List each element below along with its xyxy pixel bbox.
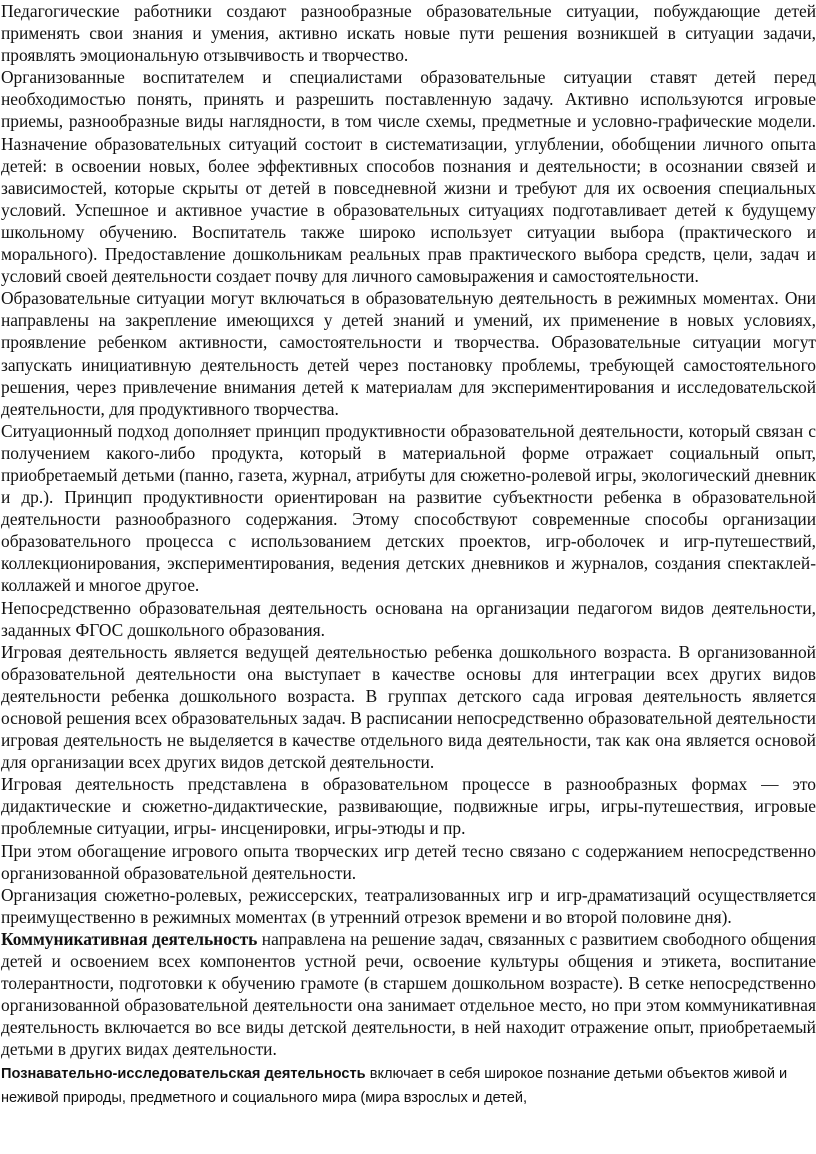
paragraph-11 [0, 1062, 816, 1110]
paragraph-text: Игровая деятельность представлена в образовательном процессе в разнообразных формах — это дидактические и сюжетно-дидактические, развивающие, подвижные игры, игры-путешествия, игровые проблемные ситуации, игры- инсценировки, игры-этюды и пр. [1, 774, 816, 839]
paragraph-7 [0, 773, 816, 839]
paragraph-2 [0, 66, 816, 287]
paragraph-text: Организация сюжетно-ролевых, режиссерских, театрализованных игр и игр-драматизаций осуществляется преимущественно в режимных моментах (в утренний отрезок времени и во второй половине дня). [1, 884, 816, 927]
paragraph-text: При этом обогащение игрового опыта творческих игр детей тесно связано с содержанием непосредственно организованной образовательной деятельности. [1, 840, 816, 883]
paragraph-3 [0, 287, 816, 420]
paragraph-8 [0, 840, 816, 884]
paragraph-bold-term: Познавательно-исследовательская деятельность [1, 1065, 366, 1082]
paragraph-text: включает в себя широкое познание детьми объектов живой и неживой природы, предметного и социального мира (мира взрослых и детей, [1, 1065, 788, 1106]
paragraph-6 [0, 641, 816, 774]
paragraph-10 [0, 928, 816, 1061]
paragraph-text: Педагогические работники создают разнообразные образовательные ситуации, побуждающие детей применять свои знания и умения, активно искать новые пути решения возникшей в ситуации задачи, проявлять эмоциональную отзывчивость и творчество. [1, 1, 816, 66]
paragraph-9 [0, 884, 816, 928]
paragraph-text: Организованные воспитателем и специалистами образовательные ситуации ставят детей перед необходимостью понять, принять и разрешить поставленную задачу. Активно используются игровые приемы, разнообразные виды наглядности, в том числе схемы, предметные и условно-графические модели. Назначение образовательных ситуаций состоит в систематизации, углублении, обобщении личного опыта детей: в освоении новых, более эффективных способов познания и деятельности; в осознании связей и зависимостей, которые скрыты от детей в повседневной жизни и требуют для их освоения специальных условий. Успешное и активное участие в образовательных ситуациях подготавливает детей к будущему школьному обучению. Воспитатель также широко использует ситуации выбора (практического и морального). Предоставление дошкольникам реальных прав практического выбора средств, цели, задач и условий своей деятельности создает почву для личного самовыражения и самостоятельности. [1, 67, 816, 287]
paragraph-1 [0, 0, 816, 66]
paragraph-text: Игровая деятельность является ведущей деятельностью ребенка дошкольного возраста. В организованной образовательной деятельности она выступает в качестве основы для интеграции всех других видов деятельности ребенка дошкольного возраста. В группах детского сада игровая деятельность является основой решения всех образовательных задач. В расписании непосредственно образовательной деятельности игровая деятельность не выделяется в качестве отдельного вида деятельности, так как она является основой для организации всех других видов детской деятельности. [1, 641, 816, 773]
paragraph-text: Ситуационный подход дополняет принцип продуктивности образовательной деятельности, который связан с получением какого-либо продукта, который в материальной форме отражает социальный опыт, приобретаемый детьми (панно, газета, журнал, атрибуты для сюжетно-ролевой игры, экологический дневник и др.). Принцип продуктивности ориентирован на развитие субъектности ребенка в образовательной деятельности разнообразного содержания. Этому способствуют современные способы организации образовательного процесса с использованием детских проектов, игр-оболочек и игр-путешествий, коллекционирования, экспериментирования, ведения детских дневников и журналов, создания спектаклей-коллажей и многое другое. [1, 420, 816, 596]
paragraph-4 [0, 420, 816, 597]
paragraph-text: Образовательные ситуации могут включаться в образовательную деятельность в режимных моментах. Они направлены на закрепление имеющихся у детей знаний и умений, их применение в новых условиях, проявление ребенком активности, самостоятельности и творчества. Образовательные ситуации могут запускать инициативную деятельность детей через постановку проблемы, требующей самостоятельного решения, через привлечение внимания детей к материалам для экспериментирования и исследовательской деятельности, для продуктивного творчества. [1, 288, 816, 419]
paragraph-bold-term: Коммуникативная деятельность [1, 928, 258, 949]
paragraph-text: направлена на решение задач, связанных с развитием свободного общения детей и освоением всех компонентов устной речи, освоение культуры общения и этикета, воспитание толерантности, подготовки к обучению грамоте (в старшем дошкольном возрасте). В сетке непосредственно организованной образовательной деятельности она занимает отдельное место, но при этом коммуникативная деятельность включается во все виды детской деятельности, в ней находит отражение опыт, приобретаемый детьми в других видах деятельности. [1, 928, 816, 1060]
paragraph-text: Непосредственно образовательная деятельность основана на организации педагогом видов деятельности, заданных ФГОС дошкольного образования. [1, 597, 816, 640]
paragraph-5 [0, 597, 816, 641]
